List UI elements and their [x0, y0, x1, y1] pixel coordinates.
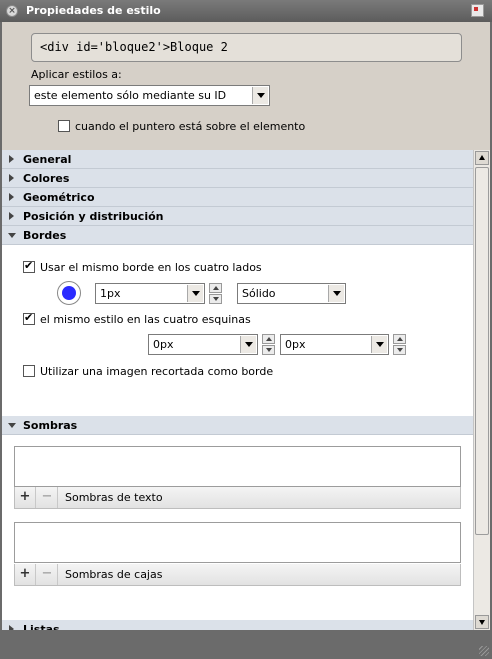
- remove-box-shadow-button[interactable]: −: [37, 564, 58, 585]
- chevron-down-icon: [187, 285, 203, 302]
- spin-down-icon[interactable]: [393, 345, 406, 355]
- section-geometrico[interactable]: [2, 188, 473, 207]
- corner-radius-h-spinner[interactable]: [262, 334, 275, 355]
- text-shadows-label: Sombras de texto: [65, 491, 163, 504]
- expand-arrow-icon: [9, 174, 14, 182]
- section-colores[interactable]: [2, 169, 473, 188]
- style-icon: ×: [6, 5, 18, 17]
- section-sombras[interactable]: [2, 416, 473, 435]
- same-corners-checkbox[interactable]: [23, 313, 35, 325]
- box-shadows-label: Sombras de cajas: [65, 568, 163, 581]
- spin-down-icon[interactable]: [262, 345, 275, 355]
- expand-arrow-icon: [9, 193, 14, 201]
- vertical-scrollbar[interactable]: [473, 150, 490, 630]
- section-label: Colores: [23, 172, 70, 185]
- hover-checkbox[interactable]: [58, 120, 70, 132]
- status-bar: [0, 630, 492, 659]
- collapse-arrow-icon: [8, 233, 16, 238]
- box-shadows-toolbar: [14, 564, 461, 586]
- box-shadows-list[interactable]: [14, 522, 461, 563]
- same-border-checkbox[interactable]: [23, 261, 35, 273]
- add-box-shadow-button[interactable]: +: [15, 564, 36, 585]
- section-label: Geométrico: [23, 191, 95, 204]
- text-shadows-toolbar: [14, 487, 461, 509]
- dock-icon[interactable]: [471, 4, 484, 17]
- expand-arrow-icon: [9, 212, 14, 220]
- section-label: Sombras: [23, 419, 78, 432]
- spin-up-icon[interactable]: [393, 334, 406, 344]
- image-border-checkbox[interactable]: [23, 365, 35, 377]
- section-bordes[interactable]: [2, 226, 473, 245]
- title-bar[interactable]: [0, 0, 492, 22]
- section-posicion[interactable]: [2, 207, 473, 226]
- add-text-shadow-button[interactable]: +: [15, 487, 36, 508]
- corner-radius-v-spinner[interactable]: [393, 334, 406, 355]
- header-area: [2, 22, 490, 150]
- panel-content: [2, 22, 490, 630]
- border-color-picker[interactable]: [57, 281, 81, 305]
- section-label: General: [23, 153, 72, 166]
- remove-text-shadow-button[interactable]: −: [37, 487, 58, 508]
- same-border-label: Usar el mismo borde en los cuatro lados: [40, 261, 262, 274]
- apply-styles-value: este elemento sólo mediante su ID: [34, 89, 227, 102]
- corner-radius-v-select[interactable]: [280, 334, 389, 355]
- apply-styles-select[interactable]: [29, 85, 270, 106]
- border-width-value: 1px: [100, 287, 121, 300]
- collapse-arrow-icon: [8, 423, 16, 428]
- expand-arrow-icon: [9, 155, 14, 163]
- text-shadows-list[interactable]: [14, 446, 461, 487]
- chevron-down-icon: [328, 285, 344, 302]
- section-general[interactable]: [2, 150, 473, 169]
- scroll-down-button[interactable]: [475, 615, 489, 629]
- section-label: Bordes: [23, 229, 67, 242]
- scroll-up-button[interactable]: [475, 151, 489, 165]
- apply-styles-label: Aplicar estilos a:: [31, 68, 122, 81]
- corner-radius-v-value: 0px: [285, 338, 306, 351]
- border-width-select[interactable]: [95, 283, 205, 304]
- image-border-label: Utilizar una imagen recortada como borde: [40, 365, 274, 378]
- same-corners-label: el mismo estilo en las cuatro esquinas: [40, 313, 251, 326]
- section-label: Posición y distribución: [23, 210, 164, 223]
- chevron-down-icon: [240, 336, 256, 353]
- corner-radius-h-select[interactable]: [148, 334, 258, 355]
- hover-checkbox-label: cuando el puntero está sobre el elemento: [75, 120, 306, 133]
- window-title: Propiedades de estilo: [26, 4, 161, 17]
- scroll-thumb[interactable]: [475, 167, 489, 535]
- resize-grip-icon[interactable]: [479, 646, 489, 656]
- border-width-spinner[interactable]: [209, 283, 222, 304]
- selector-display: <div id='bloque2'>Bloque 2: [31, 33, 462, 62]
- spin-up-icon[interactable]: [262, 334, 275, 344]
- spin-up-icon[interactable]: [209, 283, 222, 293]
- spin-down-icon[interactable]: [209, 294, 222, 304]
- chevron-down-icon: [371, 336, 387, 353]
- chevron-down-icon: [252, 87, 268, 104]
- corner-radius-h-value: 0px: [153, 338, 174, 351]
- sections-scroll-area[interactable]: [2, 150, 473, 630]
- border-style-value: Sólido: [242, 287, 276, 300]
- border-style-select[interactable]: [237, 283, 346, 304]
